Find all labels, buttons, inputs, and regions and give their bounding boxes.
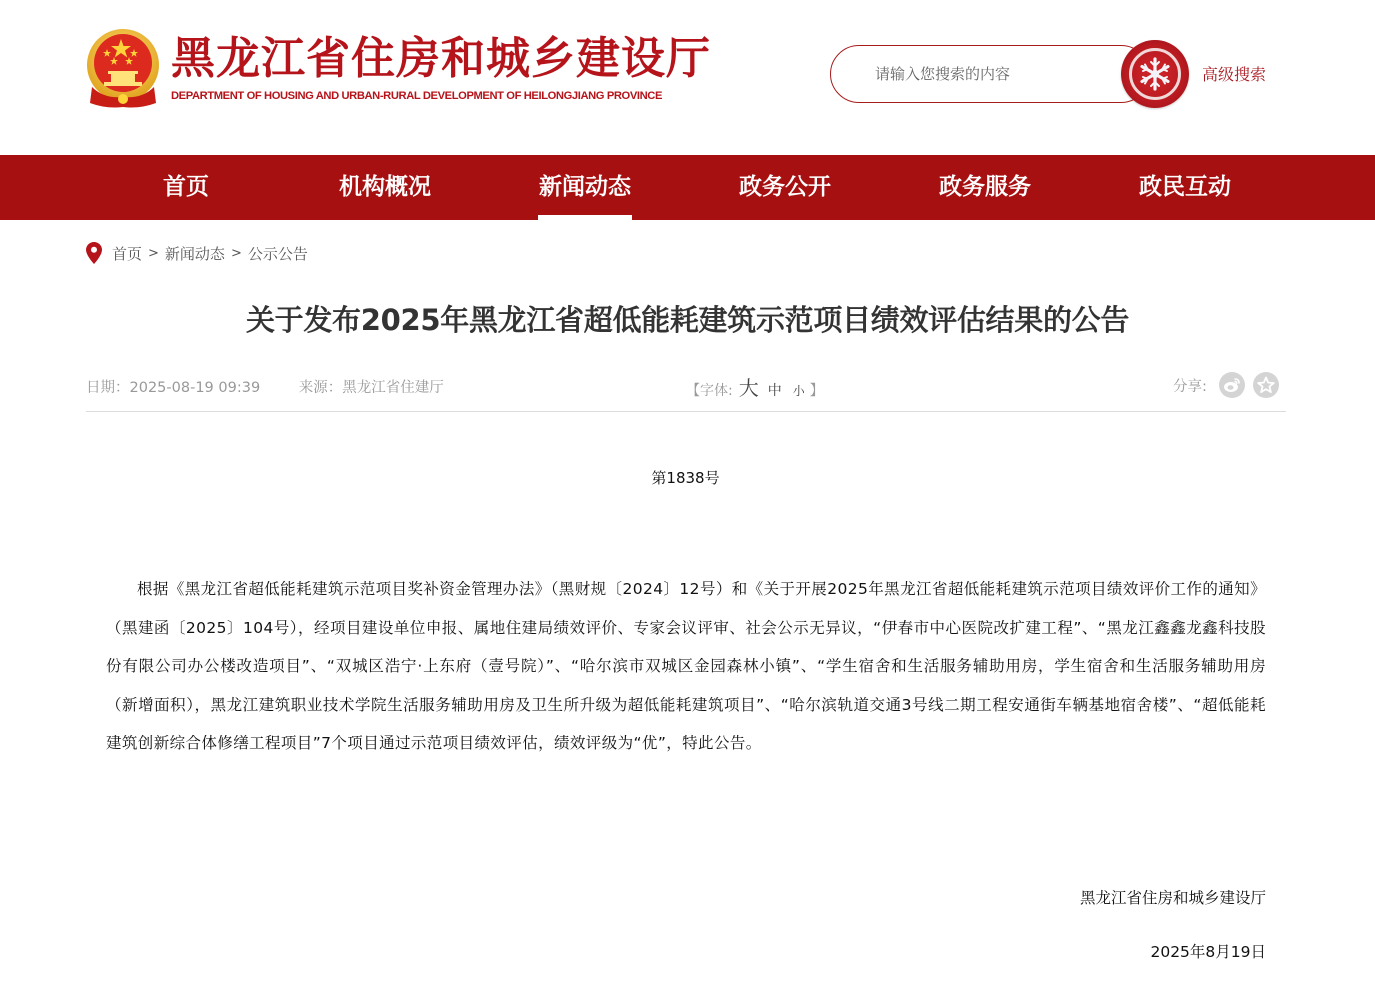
nav-item-home[interactable]: 首页 [163, 174, 209, 200]
article-title: 关于发布2025年黑龙江省超低能耗建筑示范项目绩效评估结果的公告 [245, 303, 1130, 337]
article-meta [86, 376, 444, 397]
advanced-search-link[interactable]: 高级搜索 [1202, 65, 1267, 84]
source-value: 黑龙江省住建厅 [342, 380, 444, 396]
breadcrumb-separator: > [230, 245, 242, 261]
font-size-bracket: 】 [809, 383, 824, 399]
national-emblem-icon [84, 27, 162, 111]
site-header [0, 0, 1375, 155]
font-size-small-button[interactable]: 小 [792, 384, 805, 398]
font-size-large-button[interactable]: 大 [738, 376, 759, 400]
signature-date: 2025年8月19日 [1150, 943, 1266, 961]
search-button[interactable] [1121, 40, 1189, 108]
favorite-star-icon[interactable] [1253, 372, 1279, 398]
document-number: 第1838号 [651, 469, 720, 487]
share-label: 分享: [1173, 378, 1207, 395]
source-label: 来源： [298, 380, 343, 396]
font-size-switcher [686, 372, 824, 401]
breadcrumb-separator: > [148, 245, 159, 261]
location-pin-icon [86, 242, 102, 264]
search-input[interactable] [875, 62, 1115, 86]
snowflake-icon [1129, 48, 1181, 100]
site-logo-title[interactable]: 黑龙江省住房和城乡建设厅 [171, 33, 711, 84]
date-label: 日期： [86, 380, 130, 396]
main-nav [0, 155, 1375, 220]
breadcrumb-announcements[interactable]: 公示公告 [247, 244, 308, 263]
nav-item-news[interactable]: 新闻动态 [536, 155, 634, 220]
nav-item-public-interaction[interactable]: 政民互动 [1139, 174, 1231, 200]
share-bar [1173, 372, 1279, 398]
nav-item-organization[interactable]: 机构概况 [339, 174, 431, 200]
date-value: 2025-08-19 09:39 [129, 380, 261, 396]
nav-item-gov-services[interactable]: 政务服务 [939, 174, 1031, 200]
font-size-medium-button[interactable]: 中 [767, 383, 782, 399]
breadcrumb-home[interactable]: 首页 [112, 244, 143, 263]
nav-item-gov-affairs-open[interactable]: 政务公开 [739, 174, 831, 200]
weibo-share-icon[interactable] [1219, 372, 1245, 398]
article-source [299, 380, 444, 396]
breadcrumb [86, 240, 308, 266]
breadcrumb-news[interactable]: 新闻动态 [164, 244, 225, 263]
site-logo-subtitle: DEPARTMENT OF HOUSING AND URBAN-RURAL DEVELOPMENT OF HEILONGJIANG PROVINCE [171, 90, 663, 102]
publish-date [86, 380, 260, 396]
font-size-label: 【字体: [686, 383, 733, 399]
article-body: 根据《黑龙江省超低能耗建筑示范项目奖补资金管理办法》（黑财规〔2024〕12号）和《关于开展2025年黑龙江省超低能耗建筑示范项目绩效评价工作的通知》（黑建函〔2025〕104号），经项目建设单位申报、属地住建局绩效评价、专家会议评审、社会公示无异议，“伊春市中心医院改扩建工程”、“黑龙江鑫鑫龙鑫科技股份有限公司办公楼改造项目”、“双城区浩宁·上东府（壹号院）”、“哈尔滨市双城区金园森林小镇”、“学生宿舍和生活服务辅助用房，学生宿舍和生活服务辅助用房（新增面积），黑龙江建筑职业技术学院生活服务辅助用房及卫生所升级为超低能耗建筑项目”、“哈尔滨轨道交通3号线二期工程安通街车辆基地宿舍楼”、“超低能耗建筑创新综合体修缮工程项目”7个项目通过示范项目绩效评估，绩效评级为“优”，特此公告。 [106, 580, 1266, 752]
issuer-signature: 黑龙江省住房和城乡建设厅 [1079, 889, 1266, 907]
meta-divider [86, 411, 1286, 412]
search-box [830, 45, 1150, 103]
